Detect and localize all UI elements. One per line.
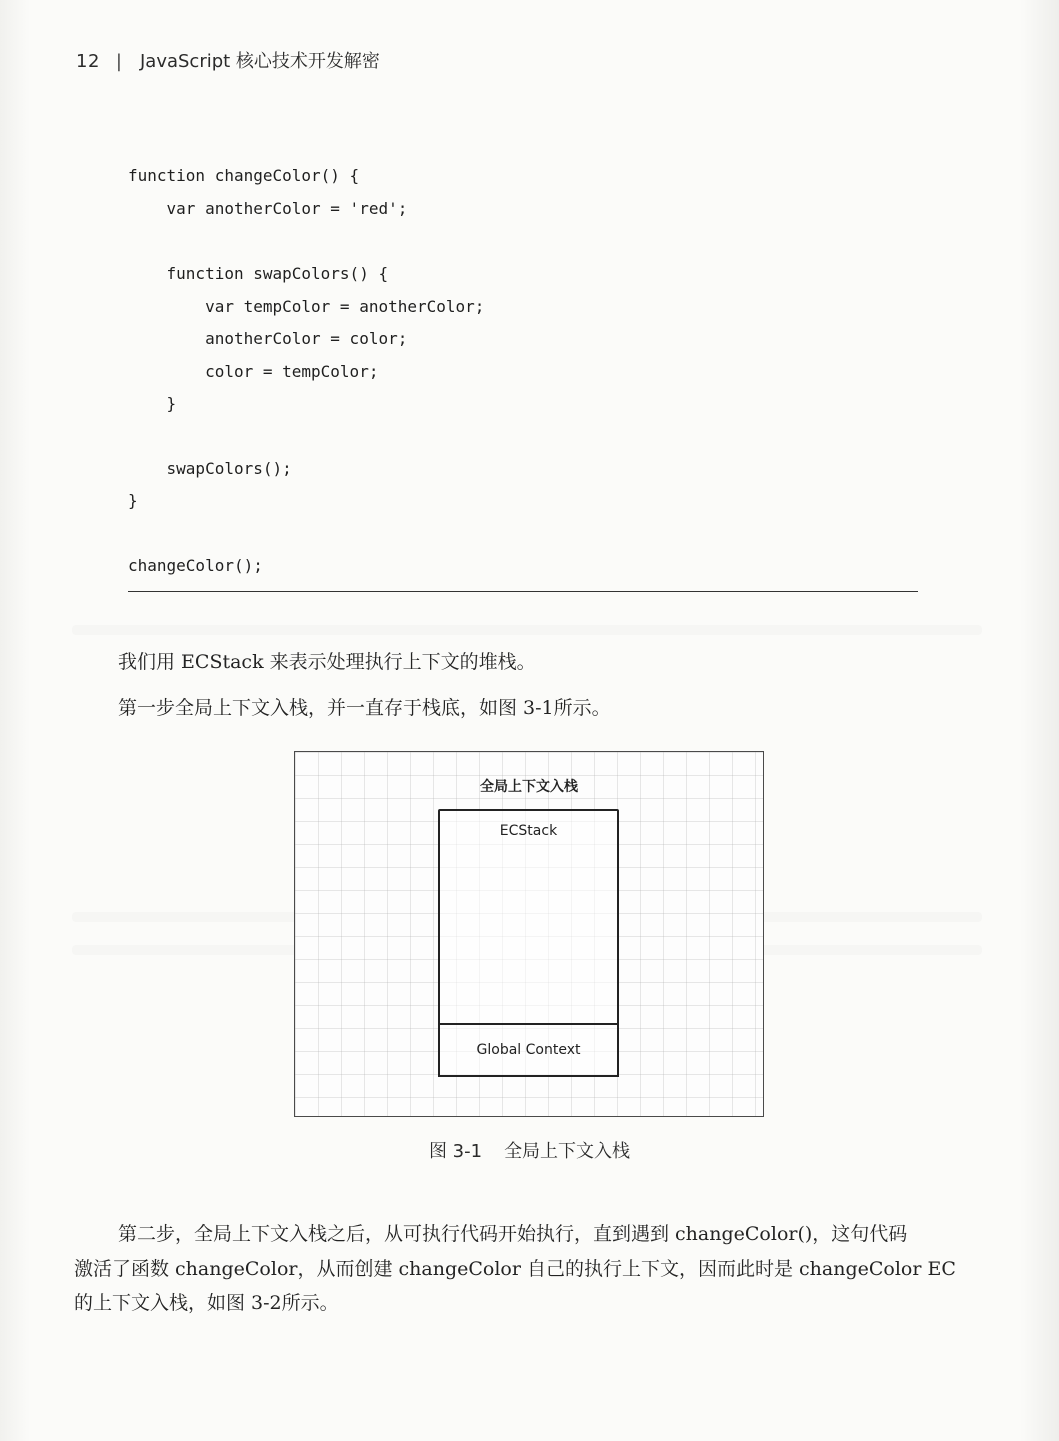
caption-number: 图 3-1 — [428, 1141, 483, 1162]
paragraph-ecstack: 我们用 ECStack 来表示处理执行上下文的堆栈。 — [118, 651, 536, 673]
paragraph-step-two-line1: 第二步，全局上下文入栈之后，从可执行代码开始执行，直到遇到 changeColor()，这句代码 — [118, 1223, 908, 1245]
code-line: swapColors(); — [128, 459, 292, 478]
ecstack-label: ECStack — [499, 823, 558, 839]
code-line: } — [128, 394, 177, 413]
show-through — [72, 625, 982, 635]
code-line: color = tempColor; — [128, 362, 379, 381]
figure-3-1 — [294, 751, 764, 1117]
caption-text: 全局上下文入栈 — [504, 1141, 631, 1162]
code-line: } — [128, 491, 138, 510]
code-block-rule — [128, 591, 918, 592]
running-header — [76, 47, 380, 73]
code-line: anotherColor = color; — [128, 329, 408, 348]
page-number: 12 — [76, 51, 100, 72]
header-divider: | — [115, 51, 122, 72]
global-context-label: Global Context — [476, 1042, 581, 1058]
ecstack-box — [438, 809, 619, 1077]
code-line: var anotherColor = 'red'; — [128, 199, 408, 218]
figure-caption — [0, 1137, 1059, 1163]
code-line: function changeColor() { — [128, 166, 360, 185]
code-line: function swapColors() { — [128, 264, 389, 283]
paragraph-step-two-line2: 激活了函数 changeColor，从而创建 changeColor 自己的执行上下文，因而此时是 changeColor EC — [74, 1258, 956, 1280]
code-line: changeColor(); — [128, 556, 263, 575]
figure-title: 全局上下文入栈 — [480, 779, 578, 795]
paragraph-step-two-line3: 的上下文入栈，如图 3-2所示。 — [74, 1292, 339, 1314]
code-line: var tempColor = anotherColor; — [128, 297, 485, 316]
book-title: JavaScript 核心技术开发解密 — [139, 51, 380, 72]
global-context-item — [438, 1023, 619, 1077]
paragraph-step-one: 第一步全局上下文入栈，并一直存于栈底，如图 3-1所示。 — [118, 697, 611, 719]
